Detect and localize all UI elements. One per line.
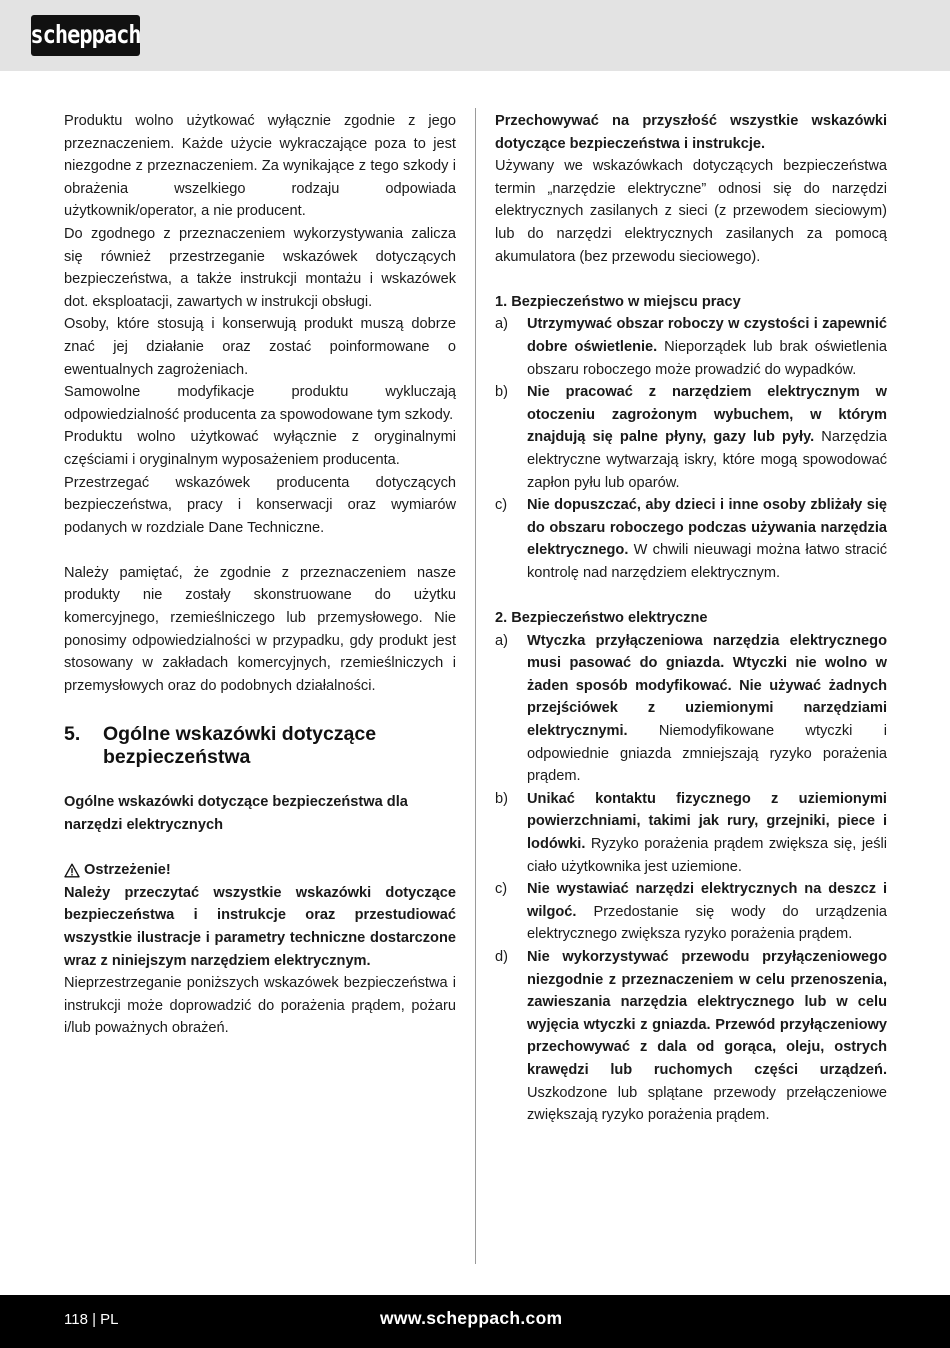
list-item-text: Nie wystawiać narzędzi elektrycznych na deszcz i wilgoć. Przedostanie się wody do urządzenia elektrycznego zwiększa ryzyko porażenia prądem. [527,881,887,943]
list-item-bold: Utrzymywać obszar roboczy w czystości i zapewnić dobre oświetlenie. [527,316,887,355]
section-number: 5. [64,723,81,746]
list-item-label: c) [495,881,508,898]
list-item-bold: Nie wystawiać narzędzi elektrycznych na deszcz i wilgoć. [527,881,887,920]
paragraph: Samowolne modyfikacje produktu wykluczają odpowiedzialność producenta za spowodowane tym szkody. [64,384,456,423]
intro-bold: Przechowywać na przyszłość wszystkie wskazówki dotyczące bezpieczeństwa i instrukcje. [495,113,887,152]
section-2-list [495,630,887,1127]
paragraph: Do zgodnego z przeznaczeniem wykorzystywania zalicza się również przestrzeganie wskazówek dotyczących bezpieczeństwa, a także instrukcji montażu i wskazówek dot. eksploatacji, zawartych w instrukcji obsługi. [64,225,456,310]
website-link[interactable]: www.scheppach.com [380,1308,563,1328]
paragraph: Produktu wolno użytkować wyłącznie z oryginalnymi częściami i oryginalnym wyposażeniem producenta. [64,429,456,468]
warning-label: Ostrzeżenie! [84,862,171,879]
paragraph: Przestrzegać wskazówek producenta dotyczących bezpieczeństwa, pracy i konserwacji oraz wymiarów podanych w rozdziale Dane Techniczne. [64,474,456,536]
paragraph: Produktu wolno użytkować wyłącznie zgodnie z jego przeznaczeniem. Każde użycie wykraczające poza to jest niezgodne z przeznaczeniem. Za wynikające z tego szkody i obrażenia wszelkiego rodzaju odpowiada użytkownik/operator, a nie producent. [64,113,456,220]
list-item-text: Nie pracować z narzędziem elektrycznym w otoczeniu zagrożonym wybuchem, w którym znajdują się palne płyny, gazy lub pyły. Narzędzia elektryczne wytwarzają iskry, które mogą spowodować zapłon pyłu lub oparów. [527,384,887,491]
section-2-title: 2. Bezpieczeństwo elektryczne [495,610,708,627]
list-item-label: b) [495,790,508,807]
warning-heading [64,859,456,882]
list-item-text: Wtyczka przyłączeniowa narzędzia elektrycznego musi pasować do gniazda. Wtyczki nie wolno w żaden sposób modyfikować. Nie używać żadnych przejściówek z uziemionymi narzędziami elektrycznymi. Niemodyfikowane wtyczki i odpowiednie gniazda zmniejszają ryzyko porażenia prądem. [527,632,887,785]
list-item [495,313,887,381]
list-item-bold: Nie wykorzystywać przewodu przyłączeniowego niezgodnie z przeznaczeniem w celu przenoszenia, zawieszania narzędzia elektrycznego lub w celu wyjęcia wtyczki z gniazda. Przewód przyłączeniowy przechowywać z dala od gorąca, oleju, ostrych krawędzi lub ruchomych części urządzeń. [527,948,887,1078]
list-item [495,946,887,1127]
warning-text: Nieprzestrzeganie poniższych wskazówek bezpieczeństwa i instrukcji może doprowadzić do porażenia prądem, pożaru i/lub poważnych obrażeń. [64,975,456,1037]
list-item-label: d) [495,948,508,965]
list-item [495,630,887,788]
list-item-label: a) [495,316,508,333]
list-item-text: Nie wykorzystywać przewodu przyłączeniowego niezgodnie z przeznaczeniem w celu przenoszenia, zawieszania narzędzia elektrycznego lub w celu wyjęcia wtyczki z gniazda. Przewód przyłączeniowy przechowywać z dala od gorąca, oleju, ostrych krawędzi lub ruchomych części urządzeń. Uszkodzone lub splątane przewody przełączeniowe zwiększają ryzyko porażenia prądem. [527,948,887,1124]
column-divider [475,108,476,1264]
section-heading [64,723,456,769]
list-item-label: b) [495,384,508,401]
section-1-list [495,313,887,584]
list-item [495,878,887,946]
warning-icon [64,863,80,878]
page-header [0,0,950,71]
list-item-bold: Wtyczka przyłączeniowa narzędzia elektrycznego musi pasować do gniazda. Wtyczki nie wolno w żaden sposób modyfikować. Nie używać żadnych przejściówek z uziemionymi narzędziami elektrycznymi. [527,632,887,740]
list-item-bold: Unikać kontaktu fizycznego z uziemionymi powierzchniami, takimi jak rury, grzejniki, piece i lodówki. [527,790,887,852]
list-item-text: Utrzymywać obszar roboczy w czystości i zapewnić dobre oświetlenie. Nieporządek lub brak oświetlenia obszaru roboczego może prowadzić do wypadków. [527,316,887,378]
section-1-title: 1. Bezpieczeństwo w miejscu pracy [495,293,741,310]
list-item [495,494,887,584]
subheading: Ogólne wskazówki dotyczące bezpieczeństwa dla narzędzi elektrycznych [64,794,408,834]
page-number: 118 | PL [64,1311,119,1328]
paragraph: Osoby, które stosują i konserwują produkt muszą dobrze znać jej działanie oraz zostać poinformowane o ewentualnych zagrożeniach. [64,316,456,378]
list-item-bold: Nie dopuszczać, aby dzieci i inne osoby zbliżały się do obszaru roboczego podczas używania narzędzia elektrycznego. [527,497,887,559]
left-column [64,110,456,1040]
list-item-text: Unikać kontaktu fizycznego z uziemionymi powierzchniami, takimi jak rury, grzejniki, piece i lodówki. Ryzyko porażenia prądem zwiększa się, jeśli ciało użytkownika jest uziemione. [527,790,887,875]
logo-text: scheppach [30,21,141,50]
paragraph: Należy pamiętać, że zgodnie z przeznaczeniem nasze produkty nie zostały skonstruowane do użytku komercyjnego, rzemieślniczego lub przemysłowego. Nie ponosimy odpowiedzialności w przypadku, gdy produkt jest stosowany w zakładach komercyjnych, rzemieślniczych i przemysłowych oraz do podobnych działalności. [64,564,456,694]
section-title: Ogólne wskazówki dotyczące bezpieczeństwa [103,723,377,769]
list-item [495,788,887,878]
list-item-text: Nie dopuszczać, aby dzieci i inne osoby zbliżały się do obszaru roboczego podczas używania narzędzia elektrycznego. W chwili nieuwagi można łatwo stracić kontrolę nad narzędziem elektrycznym. [527,497,887,581]
list-item-label: c) [495,497,508,514]
list-item [495,381,887,494]
page-footer [0,1295,950,1348]
list-item-bold: Nie pracować z narzędziem elektrycznym w otoczeniu zagrożonym wybuchem, w którym znajdują się palne płyny, gazy lub pyły. [527,384,887,446]
list-item-label: a) [495,632,508,649]
intro-text: Używany we wskazówkach dotyczących bezpieczeństwa termin „narzędzie elektryczne” odnosi się do narzędzi elektrycznych zasilanych z sieci (z przewodem sieciowym) lub do narzędzi elektrycznych zasilanych za pomocą akumulatora (bez przewodu sieciowego). [495,158,887,265]
right-column [495,110,887,1127]
brand-logo [31,15,140,56]
warning-bold-text: Należy przeczytać wszystkie wskazówki dotyczące bezpieczeństwa i instrukcje oraz przestudiować wszystkie ilustracje i parametry techniczne dostarczone wraz z niniejszym narzędziem elektrycznym. [64,884,456,969]
